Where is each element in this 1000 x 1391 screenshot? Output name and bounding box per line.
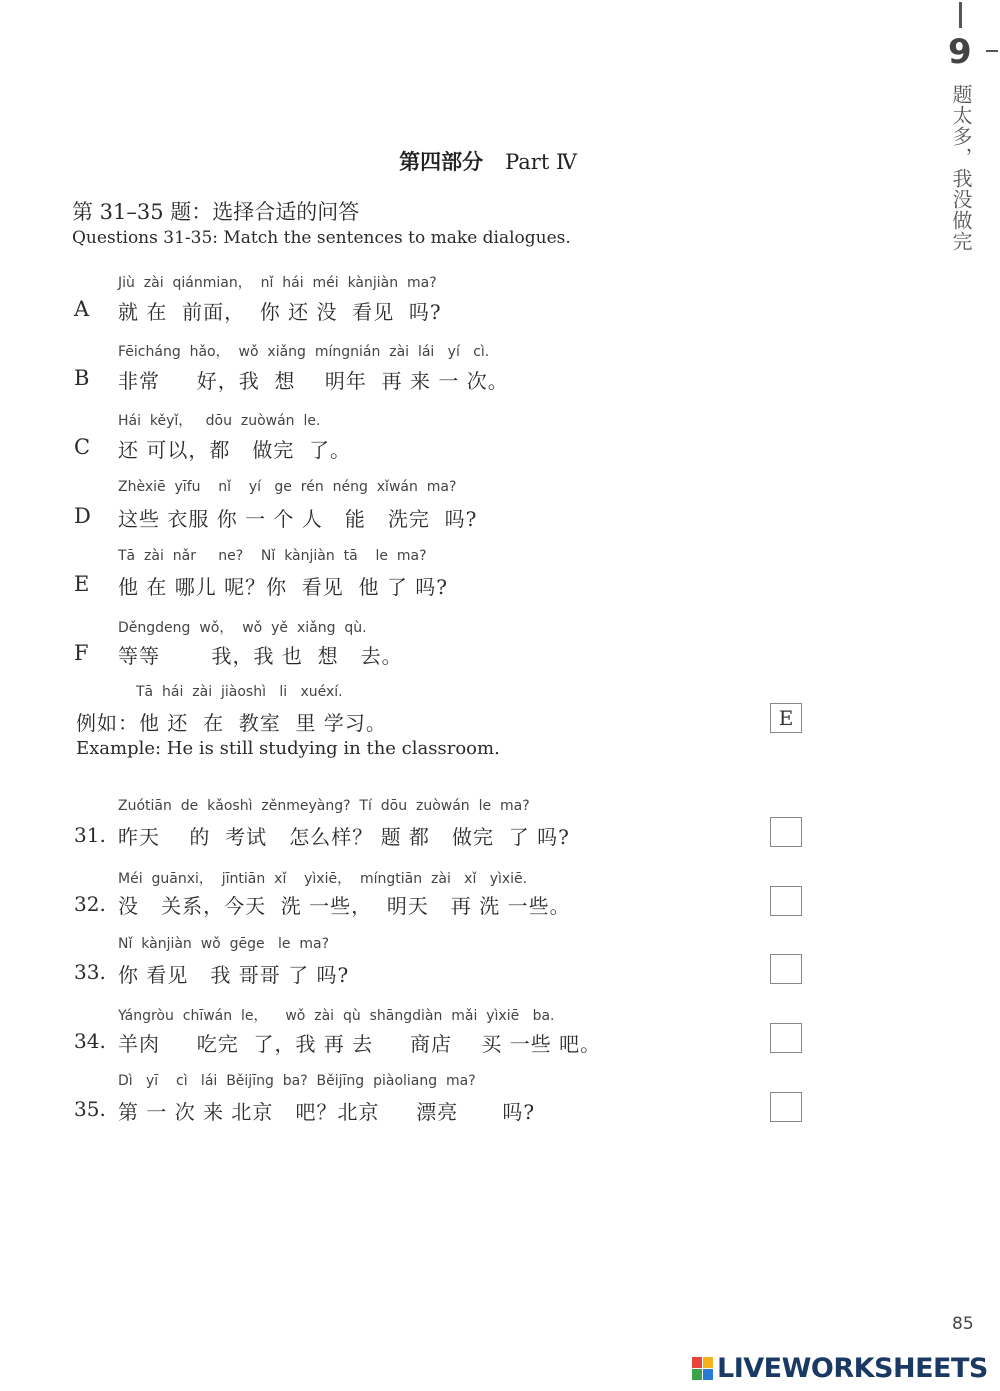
question-pinyin: Méi guānxi， jīntiān xǐ yìxiē， míngtiān zài xǐ yìxiē. [118, 871, 528, 887]
option-letter: E [74, 572, 90, 596]
logo-square-1 [692, 1357, 702, 1368]
handwritten-note: 题太多，我没做完 [949, 84, 973, 252]
question-hanzi: 第 一 次 来 北京 吧？北京 漂亮 吗? [118, 1100, 536, 1124]
answer-box-35[interactable] [770, 1092, 802, 1122]
question-hanzi: 没 关系，今天 洗 一些， 明天 再 洗 一些。 [118, 894, 571, 918]
option-hanzi: 就 在 前面， 你 还 没 看见 吗? [118, 300, 442, 324]
option-letter: B [74, 366, 90, 390]
option-hanzi: 还 可以，都 做完 了。 [118, 438, 352, 462]
part-title [0, 146, 976, 176]
option-hanzi: 非常 好，我 想 明年 再 来 一 次。 [118, 369, 509, 393]
part-title-cn: 第四部分 [399, 149, 484, 174]
side-line-top [959, 2, 962, 28]
answer-box-31[interactable] [770, 817, 802, 847]
liveworksheets-logo[interactable] [692, 1353, 988, 1383]
question-number: 35. [74, 1097, 106, 1121]
question-hanzi: 羊肉 吃完 了，我 再 去 商店 买 一些 吧。 [118, 1032, 602, 1056]
option-pinyin: Tā zài nǎr ne? Nǐ kànjiàn tā le ma? [118, 548, 427, 564]
page-number: 85 [952, 1314, 974, 1334]
example-pinyin: Tā hái zài jiàoshì li xuéxí. [136, 684, 343, 700]
example-answer-box: E [770, 703, 802, 733]
option-pinyin: Zhèxiē yīfu nǐ yí ge rén néng xǐwán ma? [118, 479, 457, 495]
answer-box-32[interactable] [770, 886, 802, 916]
option-letter: D [74, 504, 91, 528]
option-letter: F [74, 641, 89, 665]
part-title-en: Part Ⅳ [505, 150, 577, 174]
question-number: 31. [74, 823, 106, 847]
question-number: 32. [74, 892, 106, 916]
option-hanzi: 他 在 哪儿 呢？你 看见 他 了 吗? [118, 575, 448, 599]
option-pinyin: Jiù zài qiánmian， nǐ hái méi kànjiàn ma? [118, 275, 437, 291]
option-hanzi: 等等 我，我 也 想 去。 [118, 644, 403, 668]
option-letter: C [74, 435, 91, 459]
option-pinyin: Děngdeng wǒ， wǒ yě xiǎng qù. [118, 620, 367, 636]
logo-square-3 [692, 1369, 702, 1380]
logo-square-4 [703, 1369, 713, 1380]
example-english: Example: He is still studying in the classroom. [76, 738, 500, 759]
example-hanzi: 例如：他 还 在 教室 里 学习。 [76, 711, 387, 735]
logo-mark-icon [692, 1357, 713, 1380]
side-dash [986, 50, 998, 52]
question-number: 34. [74, 1029, 106, 1053]
question-pinyin: Dì yī cì lái Běijīng ba? Běijīng piàoliang ma? [118, 1073, 476, 1089]
side-page-number: 9 [948, 32, 972, 72]
question-number: 33. [74, 960, 106, 984]
option-hanzi: 这些 衣服 你 一 个 人 能 洗完 吗? [118, 507, 478, 531]
answer-box-34[interactable] [770, 1023, 802, 1053]
question-hanzi: 你 看见 我 哥哥 了 吗? [118, 963, 350, 987]
question-range-cn: 第 31–35 题：选择合适的问答 [72, 200, 360, 224]
question-hanzi: 昨天 的 考试 怎么样？ 题 都 做完 了 吗? [118, 825, 570, 849]
option-letter: A [74, 297, 90, 321]
question-pinyin: Zuótiān de kǎoshì zěnmeyàng? Tí dōu zuòwán le ma? [118, 798, 530, 814]
logo-square-2 [703, 1357, 713, 1368]
question-range-en: Questions 31-35: Match the sentences to make dialogues. [72, 228, 571, 248]
question-pinyin: Nǐ kànjiàn wǒ gēge le ma? [118, 936, 330, 952]
option-pinyin: Hái kěyǐ， dōu zuòwán le. [118, 413, 321, 429]
option-pinyin: Fēicháng hǎo， wǒ xiǎng míngnián zài lái yí cì. [118, 344, 490, 360]
logo-text: LIVEWORKSHEETS [717, 1352, 988, 1384]
answer-box-33[interactable] [770, 954, 802, 984]
question-pinyin: Yángròu chīwán le， wǒ zài qù shāngdiàn mǎi yìxiē ba. [118, 1008, 555, 1024]
